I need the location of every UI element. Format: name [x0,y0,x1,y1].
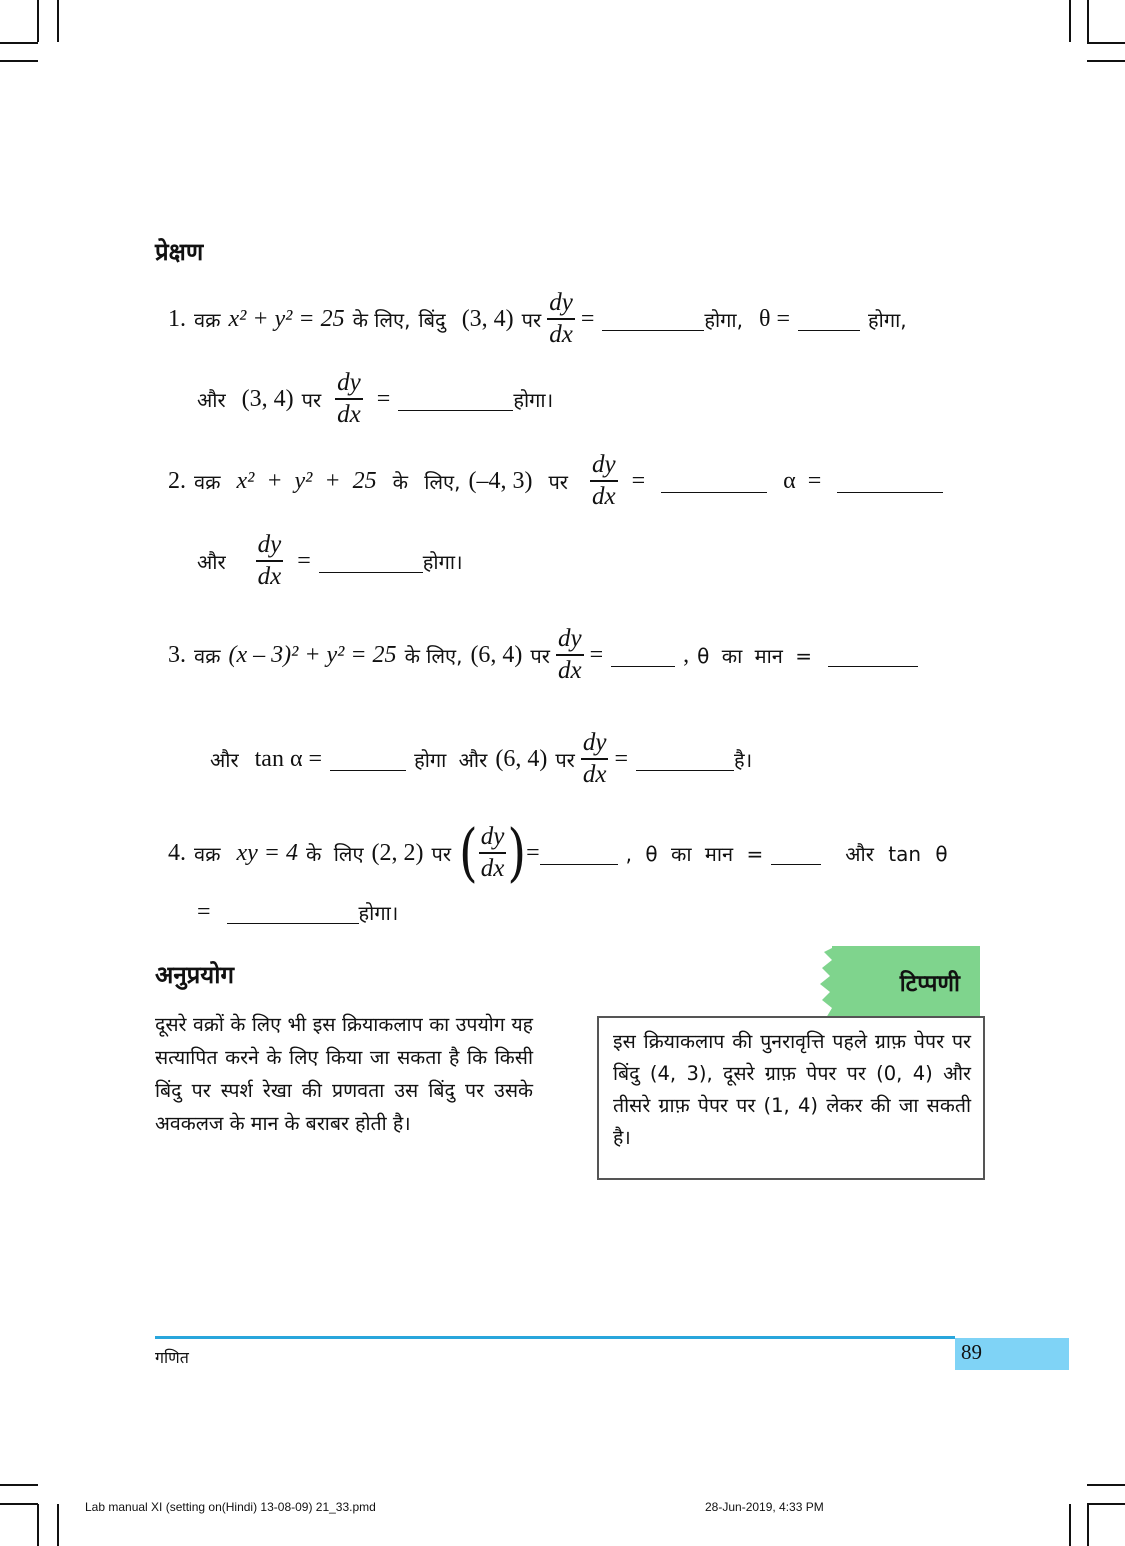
q1-line2-blank[interactable] [398,388,513,411]
q1-derivative [547,288,575,350]
note-tab-zigzag [820,946,836,1018]
q4-line2-blank[interactable] [227,901,359,924]
frac-denominator: dx [480,854,505,882]
frac-denominator: dx [557,656,582,684]
footer-rule [155,1336,955,1339]
q3-par: पर [530,643,550,668]
q1-bindu: बिंदु [418,307,446,332]
observation-heading: प्रेक्षण [155,238,204,266]
q3-theta-blank[interactable] [828,644,918,667]
q2-line1 [168,450,943,512]
q2-answer-blank[interactable] [661,470,767,493]
slug-filename: Lab manual XI (setting on(Hindi) 13-08-09) 21_33.pmd [85,1500,376,1514]
page-number: 89 [961,1340,982,1364]
q3-line2 [210,728,752,790]
q1-answer-blank[interactable] [602,308,704,331]
crop-mark [57,1504,59,1546]
q3-line2-blank[interactable] [636,748,734,771]
q2-line2-equals: = [297,547,311,574]
frac-numerator: dy [337,369,361,397]
q3-equals: = [589,641,604,668]
q1-number: 1. [168,305,186,332]
frac-denominator: dx [257,562,282,590]
q2-alpha-blank[interactable] [837,470,943,493]
q3-number: 3. [168,641,186,668]
crop-mark [37,0,39,42]
q3-point: (6, 4) [470,641,523,668]
q4-derivative [479,822,507,884]
slug-datetime: 28-Jun-2019, 4:33 PM [705,1500,824,1514]
right-paren: ) [507,816,527,890]
frac-numerator: dy [480,823,505,851]
footer-subject: गणित [155,1348,189,1367]
q4-equals: = [526,839,540,866]
q2-line2-blank[interactable] [319,550,423,573]
q4-curve-word: वक्र [194,841,221,866]
q4-par: पर [431,841,452,866]
crop-mark [1087,0,1089,42]
q2-line2 [197,530,463,592]
application-paragraph: दूसरे वक्रों के लिए भी इस क्रियाकलाप का उपयोग यह सत्यापित करने के लिए किया जा सकता है कि किसी बिंदु पर स्पर्श रेखा की प्रणवता उस बिंदु पर उसके अवकलज के मान के बराबर होती है। [155,1013,533,1135]
q2-ke-liye: के लिए, [392,469,461,494]
q3-tan-alpha: tan α = [254,745,323,772]
frac-denominator: dx [591,482,616,510]
q2-line2-hoga: होगा। [422,549,463,574]
note-label: टिप्पणी [899,971,960,997]
q3-par2: पर [555,747,575,772]
q3-hoga-aur: होगा और [414,747,488,772]
q4-line1 [168,818,948,888]
q1-line2-par: पर [301,387,322,412]
q3-curve-word: वक्र [194,643,221,668]
q1-par: पर [521,307,542,332]
q1-equals: = [580,305,595,332]
q4-number: 4. [168,839,186,866]
q1-hoga: होगा, [704,307,743,332]
q3-aur: और [210,747,239,772]
q3-ke-liye: के लिए, [404,643,463,668]
frac-denominator: dx [582,760,607,788]
q3-tan-alpha-blank[interactable] [330,748,406,771]
page-number-box [955,1338,1069,1370]
crop-mark [57,0,59,42]
q3-answer-blank[interactable] [611,644,675,667]
crop-mark [1069,0,1071,42]
crop-mark [1087,42,1125,44]
q3-line1 [168,624,918,686]
crop-mark [1069,1504,1071,1546]
q4-line2-equals: = [197,898,211,925]
q4-theta-blank[interactable] [771,842,821,865]
q1-aur: और [197,387,226,412]
q4-line2-hoga: होगा। [358,900,399,925]
q2-par: पर [548,469,568,494]
application-heading: अनुप्रयोग [155,961,234,989]
q3-line2-derivative [581,728,609,790]
frac-numerator: dy [557,625,582,653]
q3-derivative [556,624,584,686]
frac-denominator: dx [337,400,361,428]
q3-hai: है। [734,747,753,772]
q3-theta-ka-maan: θ का मान = [697,643,812,668]
crop-mark [1087,1503,1125,1505]
left-paren: ( [459,816,478,890]
q4-ke-liye: के लिए [305,841,364,866]
q2-alpha: α = [783,467,822,494]
crop-mark [0,42,38,44]
q4-point: (2, 2) [371,839,424,866]
q4-aur-tan: और tan θ [845,841,948,866]
frac-numerator: dy [582,729,607,757]
frac-numerator: dy [591,451,616,479]
q2-point: (–4, 3) [468,467,533,494]
q2-equation: x² + y² + 25 [236,467,377,494]
crop-mark [1087,1504,1089,1546]
q1-line2 [197,368,553,430]
q1-line2-hoga: होगा। [513,387,554,412]
frac-numerator: dy [549,289,573,317]
q1-theta-blank[interactable] [798,308,860,331]
note-tab [832,946,980,1018]
q1-ke-liye: के लिए, [352,307,411,332]
q1-equation: x² + y² = 25 [228,305,345,332]
q1-curve-word: वक्र [194,307,221,332]
q1-line1 [168,288,907,350]
crop-mark [1087,1484,1125,1486]
q3-point2: (6, 4) [495,745,548,772]
q2-curve-word: वक्र [194,469,221,494]
q4-answer-blank[interactable] [540,842,618,865]
q2-number: 2. [168,467,186,494]
q3-comma: , [683,641,690,668]
q2-line2-derivative [256,530,284,592]
frac-numerator: dy [257,531,282,559]
crop-mark [0,1484,38,1486]
crop-mark [37,1504,39,1546]
q1-line2-derivative [335,368,363,430]
q3-line2-equals: = [614,745,629,772]
frac-denominator: dx [549,320,573,348]
q4-line2 [197,895,398,929]
q1-line2-equals: = [376,385,391,412]
q4-theta-ka-maan: , θ का मान = [625,841,764,866]
crop-mark [1087,60,1125,62]
q2-equals: = [631,467,646,494]
crop-mark [0,1503,38,1505]
note-box: इस क्रियाकलाप की पुनरावृत्ति पहले ग्राफ़ पेपर पर बिंदु (4, 3), दूसरे ग्राफ़ पेपर पर (0, 4) और तीसरे ग्राफ़ पेपर पर (1, 4) लेकर की जा सकती है। [597,1016,985,1180]
q2-derivative [590,450,618,512]
q1-line2-point: (3, 4) [241,385,294,412]
q1-hoga2: होगा, [868,307,907,332]
q1-theta: θ = [758,305,791,332]
q1-point: (3, 4) [461,305,514,332]
crop-mark [0,60,38,62]
q4-equation: xy = 4 [236,839,298,866]
q3-equation: (x – 3)² + y² = 25 [228,641,397,668]
q2-aur: और [197,549,226,574]
